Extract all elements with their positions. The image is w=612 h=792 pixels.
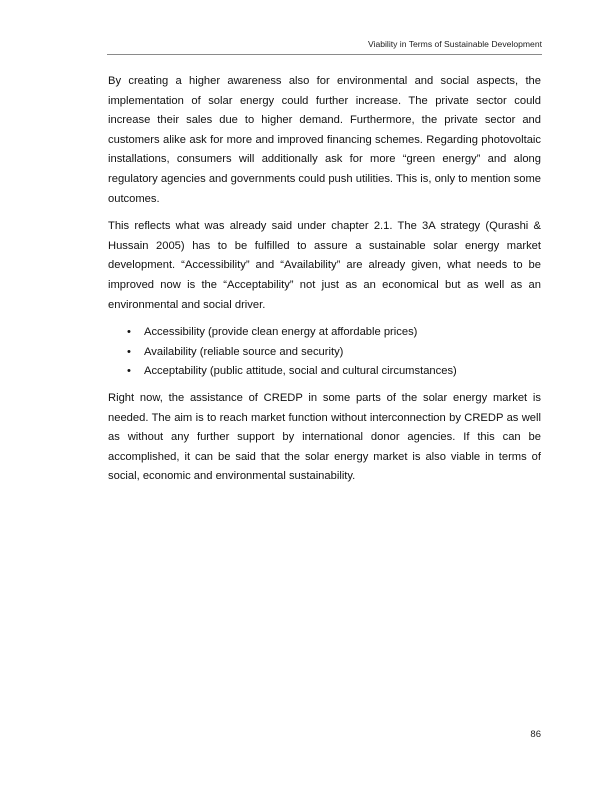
- bullet-icon: •: [127, 365, 131, 378]
- bullet-icon: •: [127, 326, 131, 339]
- page-body: [108, 72, 541, 495]
- header-divider: [107, 54, 542, 55]
- bullet-list-3a: [108, 323, 541, 382]
- bullet-text: Availability (reliable source and security): [144, 345, 344, 358]
- bullet-icon: •: [127, 345, 131, 358]
- page-number: 86: [530, 729, 541, 740]
- bullet-text: Acceptability (public attitude, social and cultural circumstances): [144, 365, 457, 378]
- running-header-title: Viability in Terms of Sustainable Development: [367, 39, 542, 49]
- paragraph-3a-strategy: This reflects what was already said under chapter 2.1. The 3A strategy (Qurashi & Hussain 2005) has to be fulfilled to assure a sustainable solar energy market development. “Accessibility” and “Availability” are already given, what needs to be improved now is the “Acceptability” not just as an economical but as well as an environmental and social driver.: [108, 220, 541, 311]
- bullet-text: Accessibility (provide clean energy at affordable prices): [144, 326, 418, 339]
- bullet-item-availability: [108, 343, 541, 363]
- bullet-item-accessibility: [108, 323, 541, 343]
- bullet-item-acceptability: [108, 362, 541, 382]
- paragraph-awareness: By creating a higher awareness also for environmental and social aspects, the implementation of solar energy could further increase. The private sector could increase their sales due to higher demand. Furthermore, the private sector and customers alike ask for more and improved financing schemes. Regarding photovoltaic installations, consumers will additionally ask for more “green energy” and along regulatory agencies and governments could push utilities. This is, only to mention some outcomes.: [108, 75, 541, 205]
- paragraph-credp: Right now, the assistance of CREDP in some parts of the solar energy market is needed. The aim is to reach market function without interconnection by CREDP as well as without any further support by international donor agencies. If this can be accomplished, it can be said that the solar energy market is also viable in terms of social, economic and environmental sustainability.: [108, 391, 541, 483]
